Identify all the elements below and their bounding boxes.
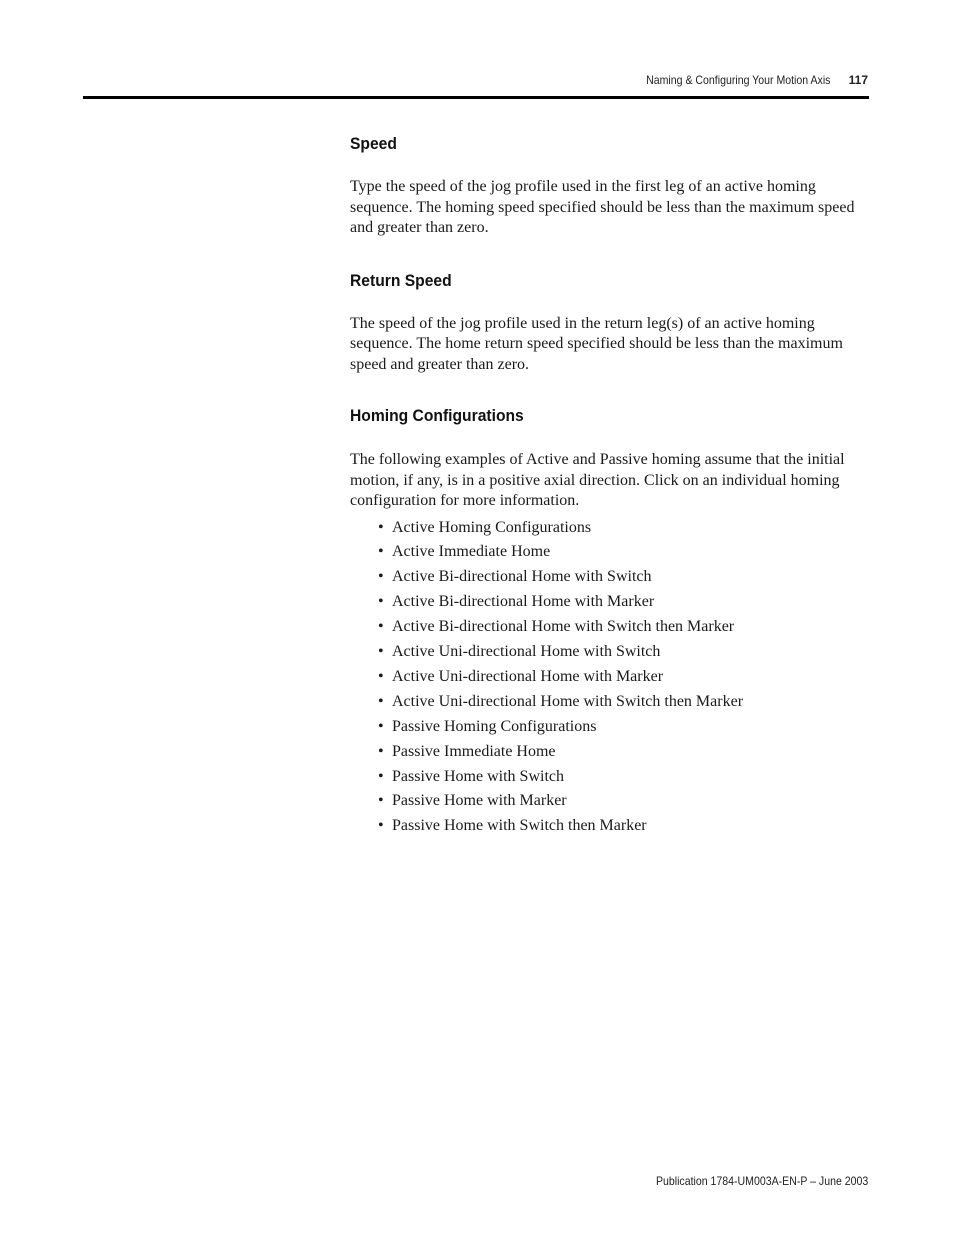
list-item[interactable] [378, 516, 870, 541]
bullet-icon: • [378, 792, 384, 810]
list-item[interactable] [378, 740, 870, 765]
homing-configurations-list [350, 516, 870, 840]
list-item-label[interactable]: Passive Homing Configurations [392, 717, 597, 735]
return-speed-paragraph: The speed of the jog profile used in the return leg(s) of an active homing sequence. The home return speed specified should be less than the maximum speed and greater than zero. [350, 314, 843, 373]
bullet-icon: • [378, 817, 384, 835]
page-header [621, 73, 868, 87]
bullet-icon: • [378, 717, 384, 735]
list-item[interactable] [378, 814, 870, 839]
list-item-label[interactable]: Active Homing Configurations [392, 518, 592, 536]
list-item[interactable] [378, 715, 870, 740]
list-item-label[interactable]: Passive Home with Switch then Marker [392, 817, 647, 835]
homing-configurations-paragraph: The following examples of Active and Passive homing assume that the initial motion, if any, is in a positive axial direction. Click on an individual homing configuration for more information. [350, 451, 845, 509]
bullet-icon: • [378, 667, 384, 685]
bullet-icon: • [378, 568, 384, 586]
list-item-label[interactable]: Active Bi-directional Home with Switch then Marker [392, 618, 735, 636]
list-item[interactable] [378, 665, 870, 690]
list-item-label[interactable]: Active Uni-directional Home with Switch then Marker [392, 692, 744, 710]
list-item[interactable] [378, 540, 870, 565]
bullet-icon: • [378, 593, 384, 611]
list-item[interactable] [378, 615, 870, 640]
list-item-label[interactable]: Active Bi-directional Home with Switch [392, 568, 652, 586]
list-item-label[interactable]: Passive Home with Marker [392, 792, 567, 810]
list-item[interactable] [378, 640, 870, 665]
speed-heading: Speed [350, 134, 397, 153]
list-item-label[interactable]: Active Bi-directional Home with Marker [392, 593, 655, 611]
bullet-icon: • [378, 692, 384, 710]
list-item[interactable] [378, 565, 870, 590]
section-homing-configurations [350, 406, 870, 839]
speed-paragraph: Type the speed of the jog profile used in the first leg of an active homing sequence. The homing speed specified should be less than the maximum speed and greater than zero. [350, 178, 855, 236]
bullet-icon: • [378, 643, 384, 661]
return-speed-heading: Return Speed [350, 270, 452, 290]
page-number: 117 [848, 73, 868, 87]
bullet-icon: • [378, 518, 384, 536]
list-item-label[interactable]: Active Uni-directional Home with Marker [392, 667, 664, 685]
list-item-label[interactable]: Active Uni-directional Home with Switch [392, 643, 661, 661]
bullet-icon: • [378, 543, 384, 561]
page-footer: Publication 1784-UM003A-EN-P – June 2003 [655, 1174, 868, 1188]
homing-configurations-heading: Homing Configurations [350, 406, 524, 425]
bullet-icon: • [378, 618, 384, 636]
list-item-label[interactable]: Passive Immediate Home [392, 742, 556, 760]
header-rule [83, 96, 869, 99]
bullet-icon: • [378, 767, 384, 785]
list-item-label[interactable]: Passive Home with Switch [392, 767, 564, 785]
list-item[interactable] [378, 690, 870, 715]
section-return-speed [350, 271, 870, 376]
section-speed [350, 134, 870, 239]
list-item[interactable] [378, 590, 870, 615]
list-item[interactable] [378, 789, 870, 814]
header-title: Naming & Configuring Your Motion Axis [646, 73, 831, 87]
list-item[interactable] [378, 765, 870, 790]
list-item-label[interactable]: Active Immediate Home [392, 543, 551, 561]
bullet-icon: • [378, 742, 384, 760]
main-content [350, 130, 870, 839]
